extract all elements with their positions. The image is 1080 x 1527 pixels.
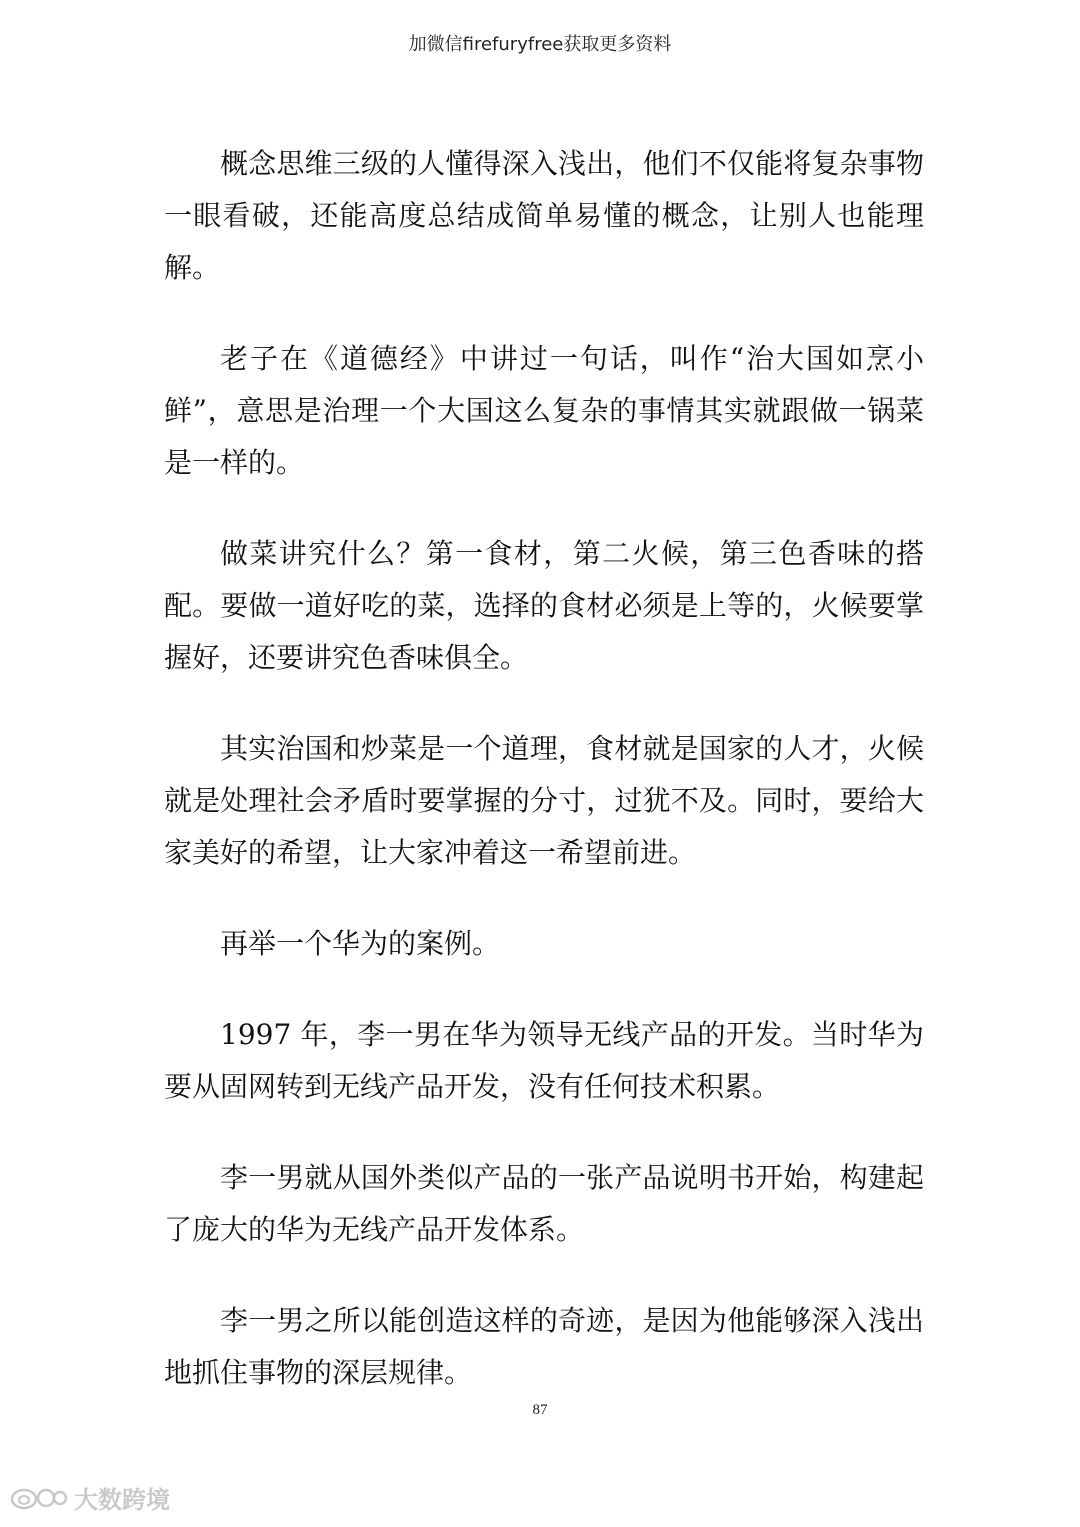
paragraph-1: 概念思维三级的人懂得深入浅出，他们不仅能将复杂事物一眼看破，还能高度总结成简单易懂的概念，让别人也能理解。 xyxy=(164,147,924,284)
paragraph-5: 再举一个华为的案例。 xyxy=(220,927,501,960)
page-number: 87 xyxy=(532,1402,548,1418)
paragraph-7: 李一男就从国外类似产品的一张产品说明书开始，构建起了庞大的华为无线产品开发体系。 xyxy=(164,1161,924,1246)
paragraph-8: 李一男之所以能创造这样的奇迹，是因为他能够深入浅出地抓住事物的深层规律。 xyxy=(164,1304,924,1389)
body-text xyxy=(164,138,924,1438)
watermark xyxy=(10,1480,170,1515)
paragraph-2: 老子在《道德经》中讲过一句话，叫作“治大国如烹小鲜”，意思是治理一个大国这么复杂的事情其实就跟做一锅菜是一样的。 xyxy=(164,342,924,479)
paragraph-4: 其实治国和炒菜是一个道理，食材就是国家的人才，火候就是处理社会矛盾时要掌握的分寸，过犹不及。同时，要给大家美好的希望，让大家冲着这一希望前进。 xyxy=(164,732,924,869)
weibo-logo-icon xyxy=(10,1485,68,1511)
paragraph-3: 做菜讲究什么？第一食材，第二火候，第三色香味的搭配。要做一道好吃的菜，选择的食材必须是上等的，火候要掌握好，还要讲究色香味俱全。 xyxy=(164,537,924,674)
watermark-text: 大数跨境 xyxy=(74,1486,170,1514)
paragraph-6: 1997 年，李一男在华为领导无线产品的开发。当时华为要从固网转到无线产品开发，没有任何技术积累。 xyxy=(164,1018,924,1103)
page-header: 加微信firefuryfree获取更多资料 xyxy=(408,34,672,55)
